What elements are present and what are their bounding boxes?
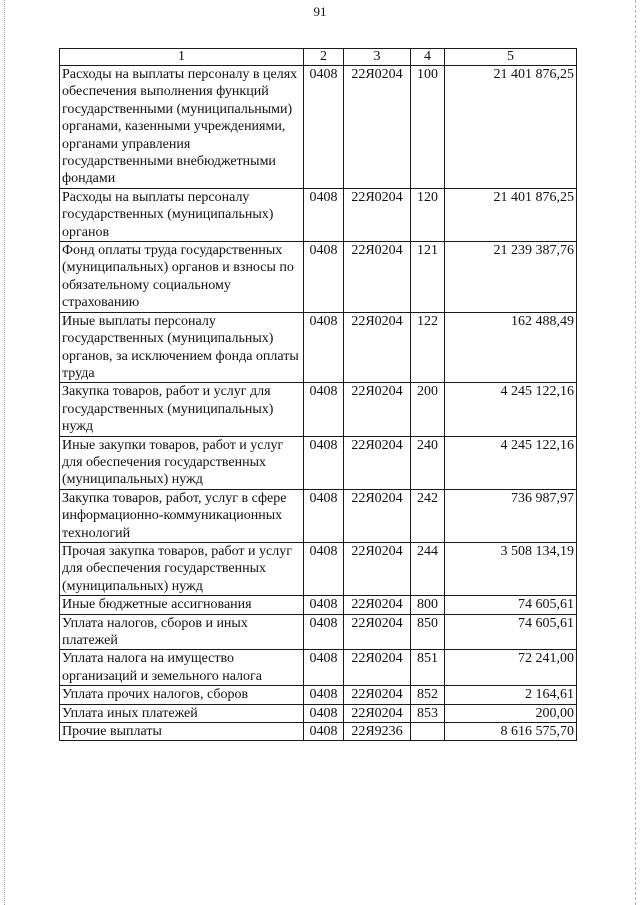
header-cell-section: 2 [304,49,344,66]
row-name: Уплата иных платежей [60,704,304,722]
row-target: 22Я0204 [344,489,411,542]
row-section: 0408 [304,66,344,189]
row-name: Закупка товаров, работ и услуг для государственных (муниципальных) нужд [60,383,304,436]
header-cell-type: 4 [411,49,445,66]
row-type: 120 [411,188,445,241]
row-section: 0408 [304,723,344,741]
row-name: Прочая закупка товаров, работ и услуг для обеспечения государственных (муниципальных) нужд [60,542,304,595]
table-row [60,242,577,313]
header-cell-name: 1 [60,49,304,66]
row-target: 22Я0204 [344,542,411,595]
table-row [60,650,577,686]
row-target: 22Я0204 [344,242,411,313]
row-target: 22Я0204 [344,436,411,489]
row-amount: 72 241,00 [445,650,577,686]
row-type: 852 [411,686,445,704]
row-amount: 8 616 575,70 [445,723,577,741]
table-row [60,383,577,436]
row-name: Иные бюджетные ассигнования [60,596,304,614]
row-target: 22Я0204 [344,704,411,722]
row-section: 0408 [304,542,344,595]
table-header-row [60,49,577,66]
table-row [60,723,577,741]
table-row [60,66,577,189]
row-type: 853 [411,704,445,722]
row-type: 242 [411,489,445,542]
row-target: 22Я0204 [344,614,411,650]
row-section: 0408 [304,686,344,704]
page-number: 91 [313,4,327,19]
table-row [60,596,577,614]
header-cell-amount: 5 [445,49,577,66]
row-type: 850 [411,614,445,650]
row-section: 0408 [304,188,344,241]
table-row [60,614,577,650]
row-target: 22Я9236 [344,723,411,741]
row-section: 0408 [304,650,344,686]
row-amount: 21 401 876,25 [445,66,577,189]
header-cell-target: 3 [344,49,411,66]
row-amount: 3 508 134,19 [445,542,577,595]
row-type: 240 [411,436,445,489]
row-target: 22Я0204 [344,188,411,241]
row-target: 22Я0204 [344,596,411,614]
row-name: Уплата прочих налогов, сборов [60,686,304,704]
row-name: Иные выплаты персоналу государственных (муниципальных) органов, за исключением фонда оплаты труда [60,312,304,383]
row-name: Закупка товаров, работ, услуг в сфере информационно-коммуникационных технологий [60,489,304,542]
row-name: Расходы на выплаты персоналу государственных (муниципальных) органов [60,188,304,241]
row-type [411,723,445,741]
row-target: 22Я0204 [344,686,411,704]
row-name: Прочие выплаты [60,723,304,741]
row-section: 0408 [304,436,344,489]
row-amount: 21 239 387,76 [445,242,577,313]
table-row [60,686,577,704]
row-amount: 736 987,97 [445,489,577,542]
scan-left-edge [4,0,6,905]
table-row [60,542,577,595]
table-row [60,312,577,383]
row-section: 0408 [304,704,344,722]
row-type: 244 [411,542,445,595]
row-section: 0408 [304,312,344,383]
row-amount: 4 245 122,16 [445,436,577,489]
row-name: Иные закупки товаров, работ и услуг для обеспечения государственных (муниципальных) нужд [60,436,304,489]
table-row [60,704,577,722]
row-type: 121 [411,242,445,313]
row-name: Фонд оплаты труда государственных (муниципальных) органов и взносы по обязательному социальному страхованию [60,242,304,313]
row-amount: 74 605,61 [445,614,577,650]
row-type: 851 [411,650,445,686]
row-name: Уплата налогов, сборов и иных платежей [60,614,304,650]
table-row [60,188,577,241]
row-amount: 74 605,61 [445,596,577,614]
row-section: 0408 [304,614,344,650]
budget-table [59,48,577,741]
row-target: 22Я0204 [344,650,411,686]
row-section: 0408 [304,383,344,436]
row-name: Уплата налога на имущество организаций и земельного налога [60,650,304,686]
row-target: 22Я0204 [344,312,411,383]
row-target: 22Я0204 [344,383,411,436]
row-section: 0408 [304,489,344,542]
table-row [60,489,577,542]
row-section: 0408 [304,242,344,313]
row-type: 800 [411,596,445,614]
scan-right-edge [635,0,637,905]
row-amount: 21 401 876,25 [445,188,577,241]
row-amount: 2 164,61 [445,686,577,704]
row-amount: 4 245 122,16 [445,383,577,436]
row-name: Расходы на выплаты персоналу в целях обеспечения выполнения функций государственными (муниципальными) органами, казенными учреждениями, органами управления государственными внебюджетными фондами [60,66,304,189]
row-section: 0408 [304,596,344,614]
row-type: 100 [411,66,445,189]
table-row [60,436,577,489]
row-amount: 162 488,49 [445,312,577,383]
row-amount: 200,00 [445,704,577,722]
row-type: 122 [411,312,445,383]
row-target: 22Я0204 [344,66,411,189]
row-type: 200 [411,383,445,436]
